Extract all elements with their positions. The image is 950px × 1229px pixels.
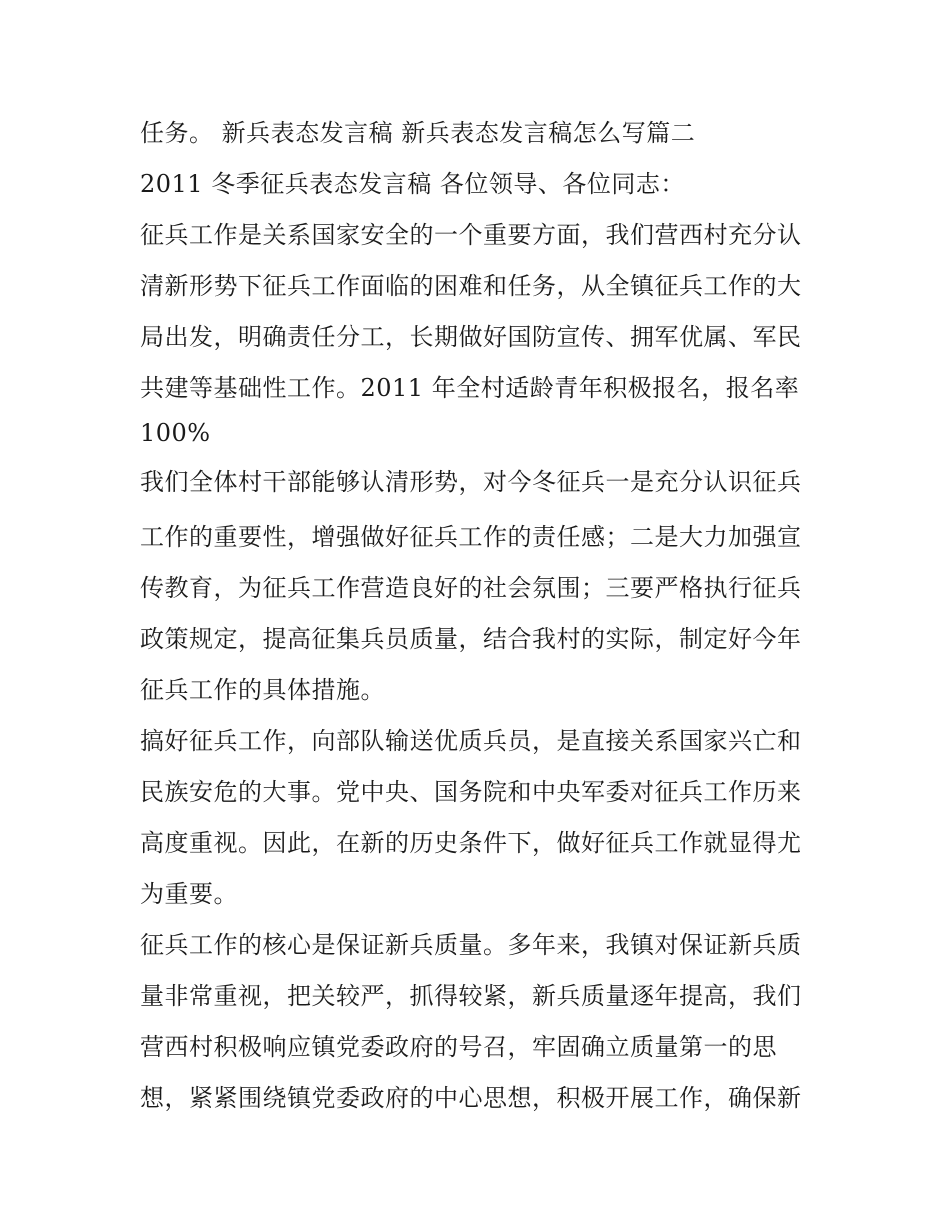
text-line: 高度重视。因此，在新的历史条件下，做好征兵工作就显得尤	[140, 829, 802, 857]
text-line: 2011 冬季征兵表态发言稿 各位领导、各位同志：	[140, 170, 685, 198]
text-line: 搞好征兵工作，向部队输送优质兵员，是直接关系国家兴亡和	[140, 727, 802, 755]
text-line: 政策规定，提高征集兵员质量，结合我村的实际，制定好今年	[140, 625, 802, 653]
text-line: 民族安危的大事。党中央、国务院和中央军委对征兵工作历来	[140, 778, 802, 806]
text-line: 任务。 新兵表态发言稿 新兵表态发言稿怎么写篇二	[140, 119, 696, 147]
text-line: 局出发，明确责任分工，长期做好国防宣传、拥军优属、军民	[140, 323, 802, 351]
text-line: 工作的重要性，增强做好征兵工作的责任感；二是大力加强宣	[140, 523, 802, 551]
text-line: 我们全体村干部能够认清形势，对今冬征兵一是充分认识征兵	[140, 468, 802, 496]
text-line: 征兵工作是关系国家安全的一个重要方面，我们营西村充分认	[140, 221, 802, 249]
text-line: 营西村积极响应镇党委政府的号召，牢固确立质量第一的思	[140, 1033, 777, 1061]
text-line: 征兵工作的核心是保证新兵质量。多年来，我镇对保证新兵质	[140, 931, 802, 959]
text-line: 清新形势下征兵工作面临的困难和任务，从全镇征兵工作的大	[140, 272, 802, 300]
text-line: 传教育，为征兵工作营造良好的社会氛围；三要严格执行征兵	[140, 574, 802, 602]
text-line: 共建等基础性工作。2011 年全村适龄青年积极报名，报名率	[140, 374, 800, 402]
text-line: 征兵工作的具体措施。	[140, 676, 385, 704]
document-body	[140, 108, 830, 1124]
text-line: 量非常重视，把关较严，抓得较紧，新兵质量逐年提高，我们	[140, 982, 802, 1010]
text-line: 为重要。	[140, 880, 238, 908]
text-line: 100%	[140, 419, 211, 447]
text-line: 想，紧紧围绕镇党委政府的中心思想，积极开展工作，确保新	[140, 1084, 802, 1112]
